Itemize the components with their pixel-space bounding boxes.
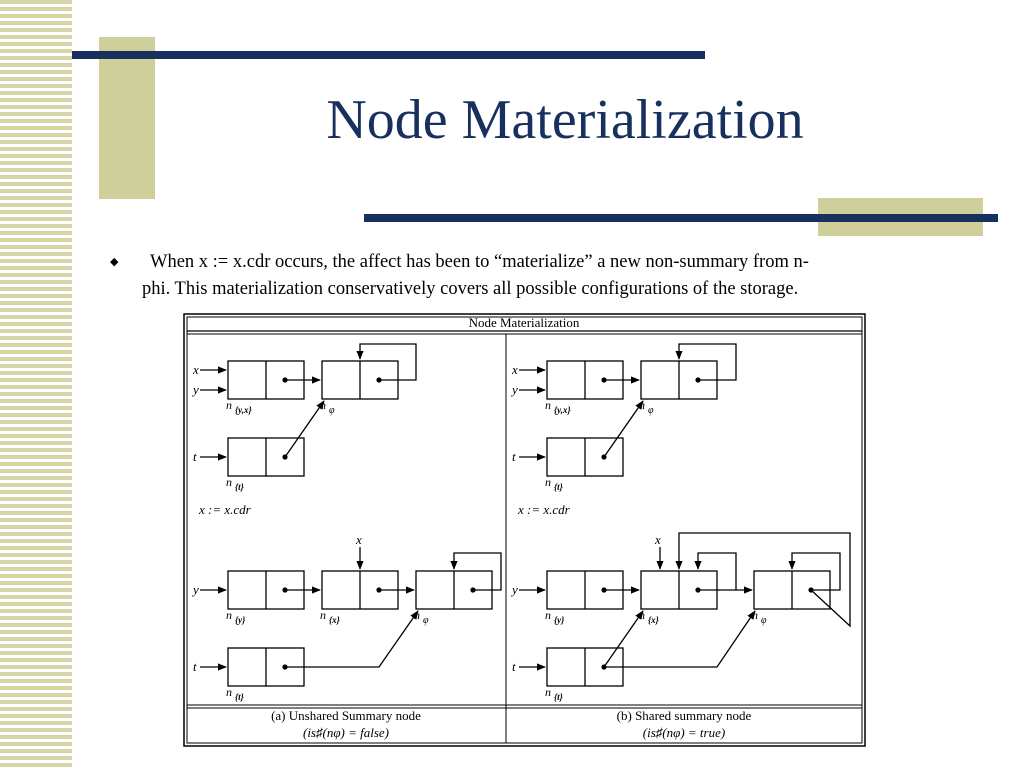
panel-b-formula: (is♯(nφ) = true): [642, 725, 726, 740]
node-sub-phi: φ: [648, 405, 654, 416]
panel-b: [510, 344, 850, 740]
var-y-label-2: y: [193, 582, 199, 597]
node-label-n: n: [320, 608, 326, 622]
var-x-label-2: x: [356, 532, 362, 547]
node-label-n: n: [639, 398, 645, 412]
var-y-label: y: [193, 382, 199, 397]
statement-label: x := x.cdr: [518, 502, 570, 517]
var-t-label: t: [193, 449, 197, 464]
figure-inner-border: [187, 317, 862, 743]
node-materialization-figure: [183, 313, 866, 747]
var-x-label: x: [193, 362, 199, 377]
figure-svg: [183, 313, 866, 747]
node-sub-phi: φ: [423, 615, 429, 626]
slide-title: Node Materialization: [326, 89, 804, 151]
node-label-n: n: [752, 608, 758, 622]
node-label-n: n: [639, 608, 645, 622]
node-sub-t: {t}: [235, 482, 244, 492]
node-label-n: n: [545, 608, 551, 622]
node-label-n: n: [226, 398, 232, 412]
panel-a-caption: (a) Unshared Summary node: [271, 708, 421, 723]
node-sub-x: {x}: [648, 615, 659, 625]
panel-b-caption: (b) Shared summary node: [616, 708, 752, 723]
node-label-n: n: [545, 475, 551, 489]
bullet-line-2: phi. This materialization conservatively covers all possible configurations of the storage.: [142, 279, 799, 299]
node-label-n: n: [545, 685, 551, 699]
node-sub-y: {y}: [554, 615, 565, 625]
node-sub-yx: {y,x}: [554, 405, 571, 415]
node-label-n: n: [320, 398, 326, 412]
node-sub-t: {t}: [554, 482, 563, 492]
node-sub-yx: {y,x}: [235, 405, 252, 415]
var-t-label-2: t: [193, 659, 197, 674]
panel-a-formula: (is♯(nφ) = false): [302, 725, 390, 740]
var-y-label-2: y: [512, 582, 518, 597]
node-sub-phi: φ: [329, 405, 335, 416]
left-stripe-decoration: [0, 0, 72, 768]
accent-bar-top: [72, 51, 705, 59]
var-t-label-2: t: [512, 659, 516, 674]
var-x-label-2: x: [655, 532, 661, 547]
node-sub-t: {t}: [235, 692, 244, 702]
node-label-n: n: [414, 608, 420, 622]
bullet-line-1: When x := x.cdr occurs, the affect has been to “materialize” a new non-summary from n-: [150, 252, 809, 272]
var-y-label: y: [512, 382, 518, 397]
bullet-text: [142, 249, 970, 303]
node-sub-phi: φ: [761, 615, 767, 626]
node-sub-x: {x}: [329, 615, 340, 625]
accent-square-top: [99, 37, 155, 199]
accent-bar-bottom: [364, 214, 998, 222]
node-sub-t: {t}: [554, 692, 563, 702]
panel-a: [191, 344, 501, 740]
statement-label: x := x.cdr: [199, 502, 251, 517]
bullet-item: [110, 249, 970, 303]
node-label-n: n: [226, 608, 232, 622]
node-label-n: n: [545, 398, 551, 412]
var-t-label: t: [512, 449, 516, 464]
node-sub-y: {y}: [235, 615, 246, 625]
figure-header: Node Materialization: [468, 315, 580, 330]
node-label-n: n: [226, 685, 232, 699]
node-label-n: n: [226, 475, 232, 489]
bullet-diamond-icon: ◆: [110, 256, 119, 268]
var-x-label: x: [512, 362, 518, 377]
